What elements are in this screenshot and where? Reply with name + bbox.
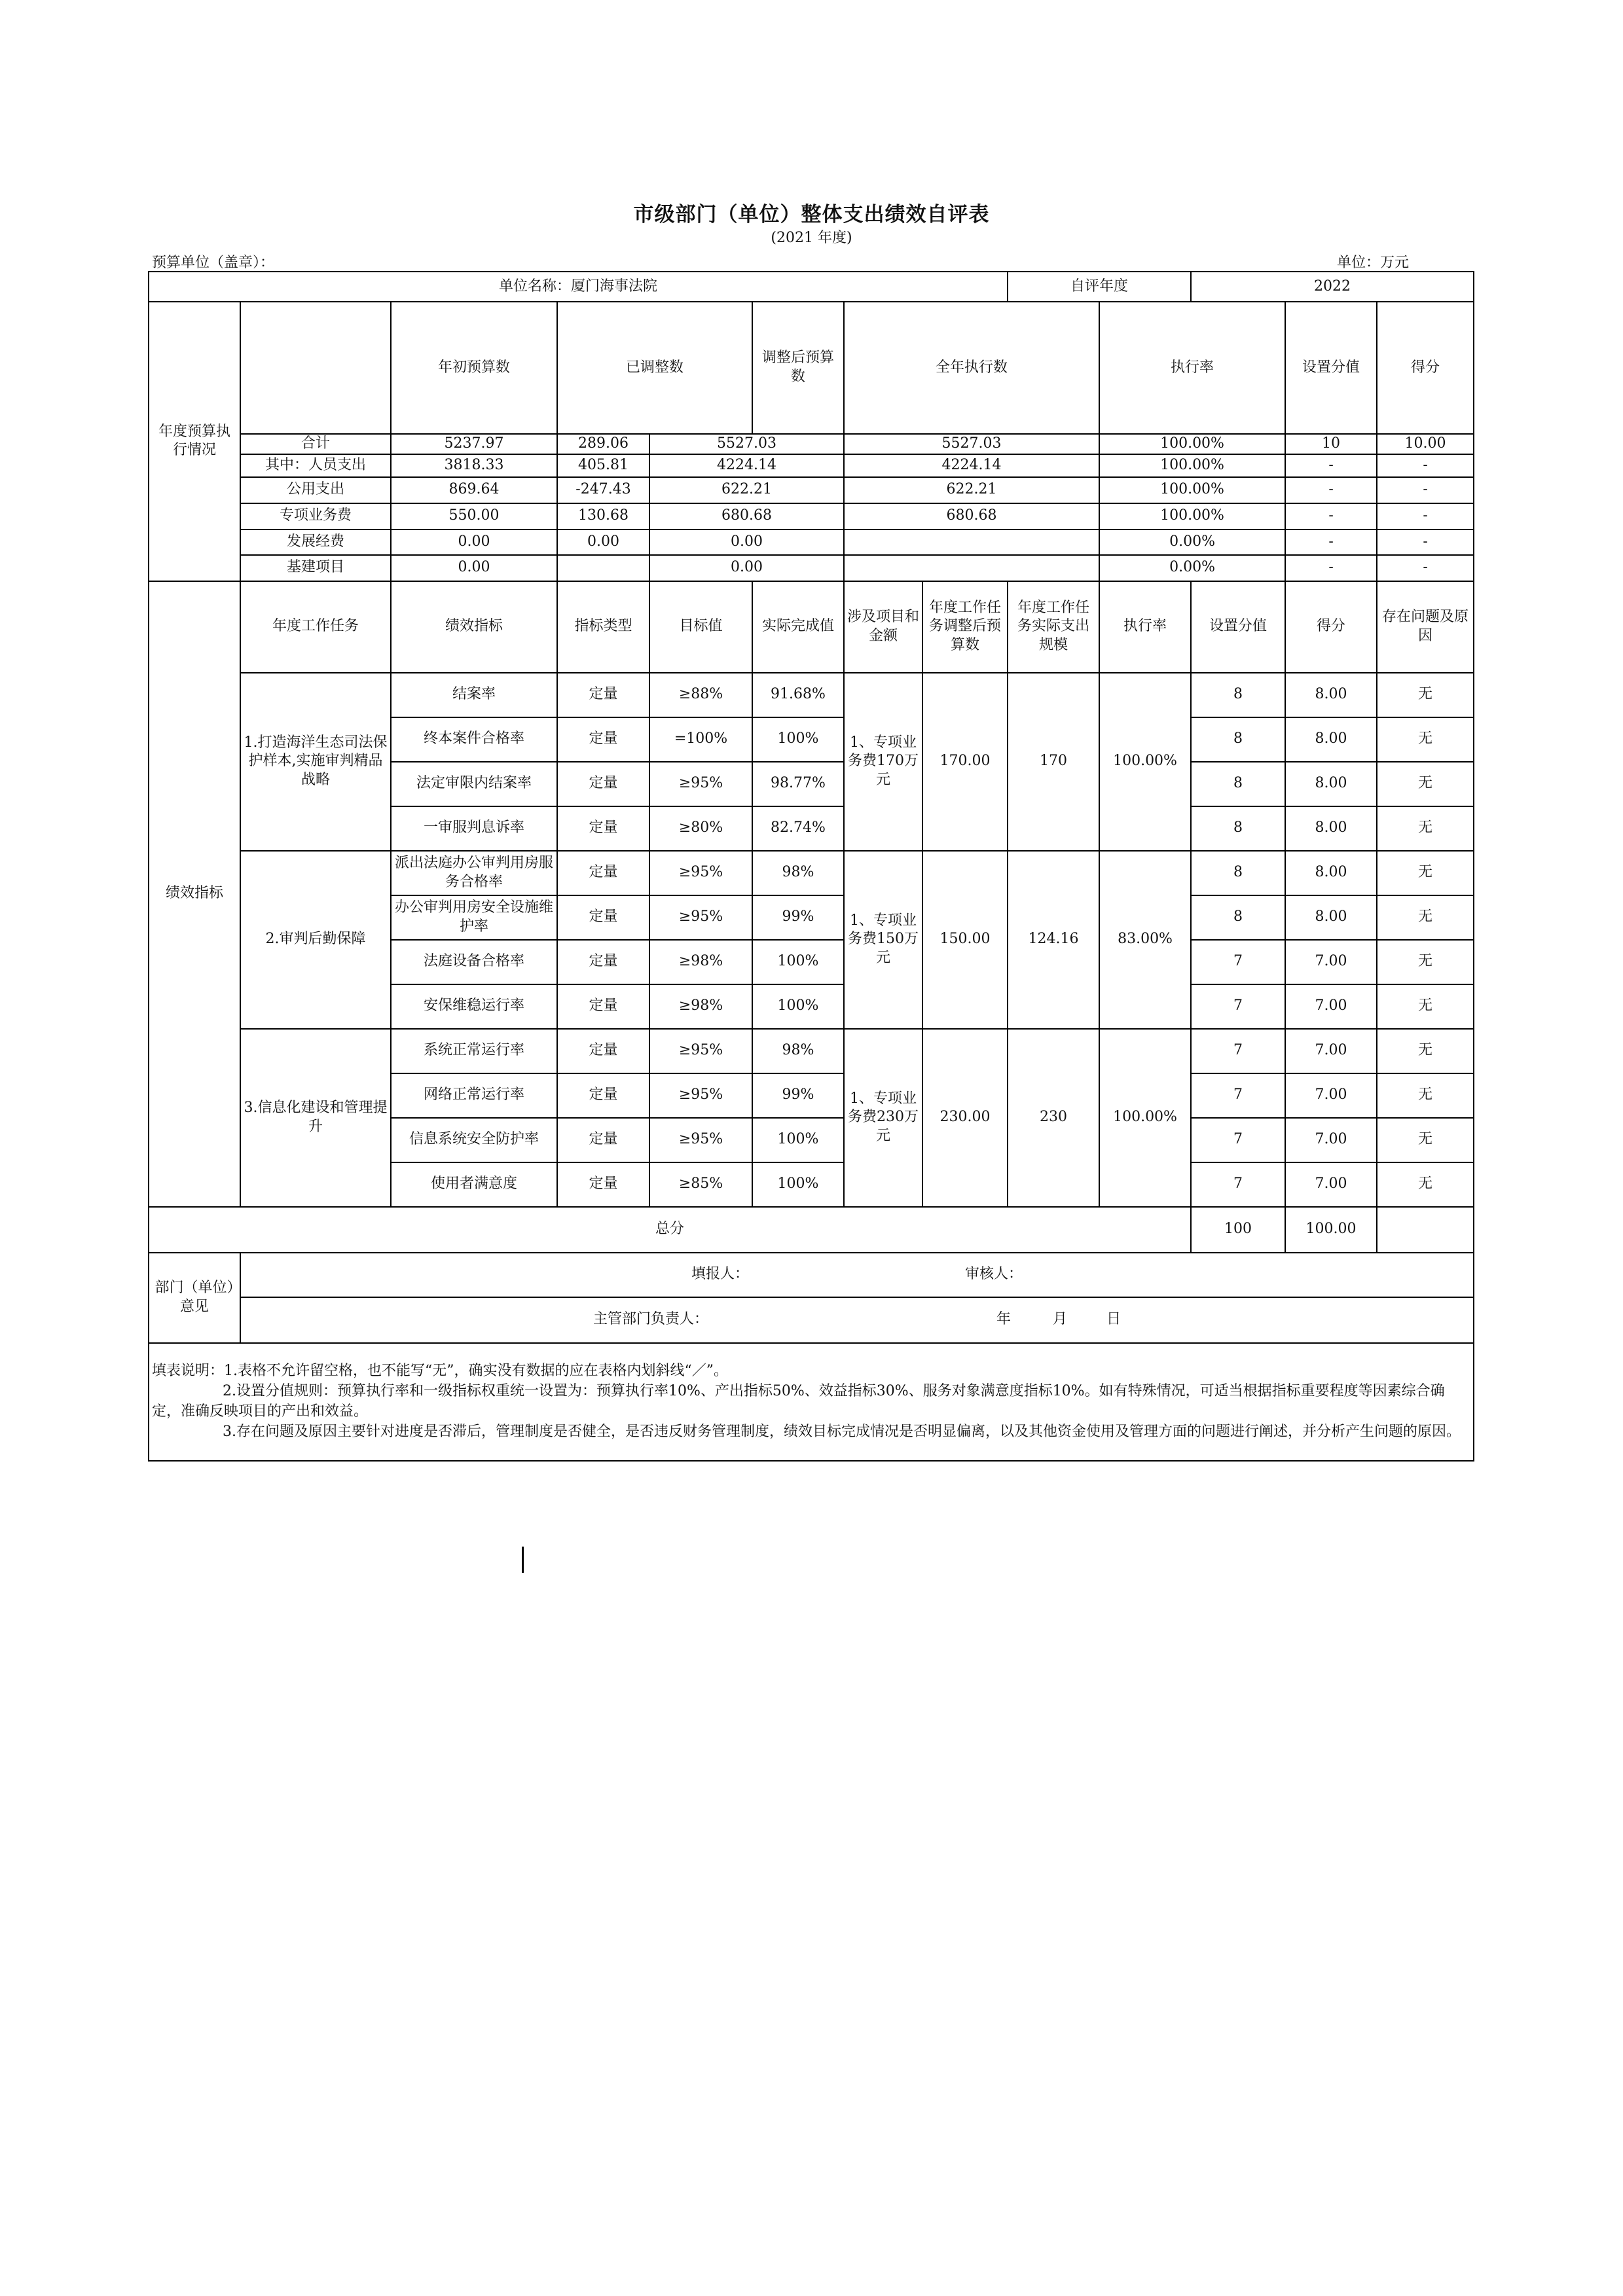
indicator-target: ≥98% <box>649 940 752 984</box>
indicator-target: ≥80% <box>649 806 752 851</box>
opinion-label: 部门（单位）意见 <box>149 1253 240 1343</box>
indicator-name: 安保维稳运行率 <box>391 984 557 1029</box>
budget-header: 已调整数 <box>557 302 752 434</box>
budget-row-label: 专项业务费 <box>240 503 391 529</box>
note-2: 2.设置分值规则：预算执行率和一级指标权重统一设置为：预算执行率10%、产出指标50%、效益指标30%、服务对象满意度指标10%。如有特殊情况，可适当根据指标重要程度等因素综合确定，准确反映项目的产出和效益。 <box>152 1382 1445 1420</box>
indicator-issue: 无 <box>1377 1162 1474 1207</box>
indicator-type: 定量 <box>557 940 649 984</box>
page-title: 市级部门（单位）整体支出绩效自评表 <box>633 203 990 226</box>
task-adjusted-budget: 230.00 <box>922 1029 1008 1207</box>
budget-value: 100.00% <box>1099 477 1285 503</box>
fill-instructions <box>149 1343 1474 1461</box>
budget-value <box>844 555 1099 581</box>
blank-cell <box>1377 1207 1474 1253</box>
budget-value: 680.68 <box>649 503 844 529</box>
perf-header: 得分 <box>1285 581 1377 673</box>
indicator-target: ≥98% <box>649 984 752 1029</box>
indicator-value: 82.74% <box>752 806 844 851</box>
budget-row-label: 发展经费 <box>240 529 391 555</box>
indicator-issue: 无 <box>1377 806 1474 851</box>
indicator-value: 99% <box>752 1073 844 1118</box>
budget-value: 622.21 <box>844 477 1099 503</box>
indicator-target: ≥95% <box>649 1029 752 1073</box>
indicator-type: 定量 <box>557 1029 649 1073</box>
note-3: 3.存在问题及原因主要针对进度是否滞后，管理制度是否健全，是否违反财务管理制度，绩效目标完成情况是否明显偏离，以及其他资金使用及管理方面的问题进行阐述，并分析产生问题的原因。 <box>223 1423 1461 1440</box>
indicator-name: 法定审限内结案率 <box>391 762 557 806</box>
indicator-name: 办公审判用房安全设施维护率 <box>391 895 557 940</box>
indicator-target: ≥95% <box>649 1073 752 1118</box>
indicator-issue: 无 <box>1377 1118 1474 1162</box>
indicator-score-set: 8 <box>1191 806 1285 851</box>
indicator-type: 定量 <box>557 895 649 940</box>
budget-value <box>557 555 649 581</box>
budget-header: 执行率 <box>1099 302 1285 434</box>
budget-value: 550.00 <box>391 503 557 529</box>
budget-value: - <box>1377 477 1474 503</box>
perf-header: 涉及项目和金额 <box>844 581 922 673</box>
indicator-target: ≥85% <box>649 1162 752 1207</box>
task-adjusted-budget: 150.00 <box>922 851 1008 1029</box>
indicator-type: 定量 <box>557 851 649 895</box>
budget-value: 680.68 <box>844 503 1099 529</box>
opinion-head-row <box>240 1297 1474 1343</box>
budget-header: 调整后预算数 <box>752 302 844 434</box>
budget-row-label: 公用支出 <box>240 477 391 503</box>
task-exec-rate: 83.00% <box>1099 851 1191 1029</box>
total-label: 总分 <box>149 1207 1191 1253</box>
indicator-type: 定量 <box>557 1073 649 1118</box>
task-exec-rate: 100.00% <box>1099 1029 1191 1207</box>
budget-value: 10.00 <box>1377 434 1474 454</box>
indicator-issue: 无 <box>1377 1073 1474 1118</box>
budget-value: 0.00% <box>1099 555 1285 581</box>
budget-header: 全年执行数 <box>844 302 1099 434</box>
budget-value: - <box>1285 503 1377 529</box>
indicator-score: 8.00 <box>1285 717 1377 762</box>
indicator-score-set: 8 <box>1191 851 1285 895</box>
date-month: 月 <box>1053 1311 1068 1328</box>
indicator-score-set: 7 <box>1191 940 1285 984</box>
indicator-name: 派出法庭办公审判用房服务合格率 <box>391 851 557 895</box>
reviewer-label: 审核人： <box>965 1266 1023 1283</box>
task-exec-rate: 100.00% <box>1099 673 1191 851</box>
evaluation-table <box>148 271 1474 1462</box>
indicator-score-set: 8 <box>1191 762 1285 806</box>
indicator-issue: 无 <box>1377 762 1474 806</box>
task-project: 1、专项业务费230万元 <box>844 1029 922 1207</box>
budget-value: - <box>1377 454 1474 477</box>
filler-label: 填报人： <box>691 1266 750 1283</box>
indicator-issue: 无 <box>1377 895 1474 940</box>
budget-value: 4224.14 <box>844 454 1099 477</box>
budget-value: 5527.03 <box>649 434 844 454</box>
task-project: 1、专项业务费150万元 <box>844 851 922 1029</box>
indicator-score: 7.00 <box>1285 940 1377 984</box>
indicator-score-set: 8 <box>1191 895 1285 940</box>
indicator-target: ≥95% <box>649 1118 752 1162</box>
indicator-value: 100% <box>752 1162 844 1207</box>
budget-value: - <box>1285 454 1377 477</box>
indicator-issue: 无 <box>1377 673 1474 717</box>
indicator-target: ≥95% <box>649 895 752 940</box>
perf-header: 绩效指标 <box>391 581 557 673</box>
perf-header: 存在问题及原因 <box>1377 581 1474 673</box>
budget-value: 3818.33 <box>391 454 557 477</box>
indicator-type: 定量 <box>557 1118 649 1162</box>
budget-row-label: 其中：人员支出 <box>240 454 391 477</box>
date-year: 年 <box>996 1311 1012 1328</box>
budget-value: 869.64 <box>391 477 557 503</box>
money-unit-label: 单位：万元 <box>1337 255 1410 271</box>
task-name: 2.审判后勤保障 <box>240 851 391 1029</box>
indicator-value: 91.68% <box>752 673 844 717</box>
indicator-name: 终本案件合格率 <box>391 717 557 762</box>
indicator-issue: 无 <box>1377 984 1474 1029</box>
indicator-score-set: 7 <box>1191 984 1285 1029</box>
perf-header: 目标值 <box>649 581 752 673</box>
indicator-score: 7.00 <box>1285 1118 1377 1162</box>
indicator-score: 7.00 <box>1285 1029 1377 1073</box>
budget-header: 得分 <box>1377 302 1474 434</box>
budget-value: 4224.14 <box>649 454 844 477</box>
indicator-issue: 无 <box>1377 717 1474 762</box>
indicator-issue: 无 <box>1377 940 1474 984</box>
report-year: (2021 年度) <box>771 230 852 246</box>
dept-head-label: 主管部门负责人： <box>593 1311 708 1328</box>
indicator-value: 98% <box>752 851 844 895</box>
perf-header: 年度工作任务实际支出规模 <box>1008 581 1099 673</box>
budget-header: 设置分值 <box>1285 302 1377 434</box>
task-actual-spend: 230 <box>1008 1029 1099 1207</box>
indicator-score-set: 7 <box>1191 1073 1285 1118</box>
indicator-score-set: 8 <box>1191 717 1285 762</box>
budget-value: 0.00% <box>1099 529 1285 555</box>
indicator-target: =100% <box>649 717 752 762</box>
indicator-value: 100% <box>752 984 844 1029</box>
budget-value: 130.68 <box>557 503 649 529</box>
indicator-value: 99% <box>752 895 844 940</box>
perf-header: 指标类型 <box>557 581 649 673</box>
task-adjusted-budget: 170.00 <box>922 673 1008 851</box>
self-eval-year-label: 自评年度 <box>1008 272 1191 302</box>
text-cursor <box>522 1547 524 1573</box>
budget-unit-label: 预算单位（盖章）： <box>152 255 275 271</box>
self-eval-year: 2022 <box>1191 272 1474 302</box>
budget-value: 5527.03 <box>844 434 1099 454</box>
perf-header: 执行率 <box>1099 581 1191 673</box>
indicator-value: 100% <box>752 1118 844 1162</box>
indicator-type: 定量 <box>557 806 649 851</box>
budget-value: 0.00 <box>391 529 557 555</box>
indicator-issue: 无 <box>1377 851 1474 895</box>
budget-value: 10 <box>1285 434 1377 454</box>
indicator-score: 8.00 <box>1285 673 1377 717</box>
task-project: 1、专项业务费170万元 <box>844 673 922 851</box>
total-score-set: 100 <box>1191 1207 1285 1253</box>
indicator-score-set: 7 <box>1191 1162 1285 1207</box>
budget-value: 0.00 <box>649 529 844 555</box>
perf-header: 设置分值 <box>1191 581 1285 673</box>
indicator-score: 8.00 <box>1285 851 1377 895</box>
budget-value <box>844 529 1099 555</box>
budget-value: 100.00% <box>1099 503 1285 529</box>
task-actual-spend: 170 <box>1008 673 1099 851</box>
indicator-score: 7.00 <box>1285 1073 1377 1118</box>
perf-header: 年度工作任务 <box>240 581 391 673</box>
budget-header: 年初预算数 <box>391 302 557 434</box>
budget-value: -247.43 <box>557 477 649 503</box>
task-name: 1.打造海洋生态司法保护样本,实施审判精品战略 <box>240 673 391 851</box>
budget-value: 289.06 <box>557 434 649 454</box>
perf-section-label: 绩效指标 <box>149 581 240 1207</box>
budget-value: 405.81 <box>557 454 649 477</box>
indicator-name: 法庭设备合格率 <box>391 940 557 984</box>
indicator-value: 100% <box>752 940 844 984</box>
indicator-score: 8.00 <box>1285 762 1377 806</box>
note-1: 填表说明：1.表格不允许留空格，也不能写“无”，确实没有数据的应在表格内划斜线“／”。 <box>152 1363 728 1380</box>
indicator-score-set: 7 <box>1191 1118 1285 1162</box>
budget-value: 100.00% <box>1099 434 1285 454</box>
indicator-type: 定量 <box>557 717 649 762</box>
indicator-name: 一审服判息诉率 <box>391 806 557 851</box>
indicator-name: 结案率 <box>391 673 557 717</box>
indicator-target: ≥88% <box>649 673 752 717</box>
task-actual-spend: 124.16 <box>1008 851 1099 1029</box>
indicator-score: 8.00 <box>1285 895 1377 940</box>
total-score: 100.00 <box>1285 1207 1377 1253</box>
indicator-score: 7.00 <box>1285 984 1377 1029</box>
budget-value: 100.00% <box>1099 454 1285 477</box>
perf-header: 年度工作任务调整后预算数 <box>922 581 1008 673</box>
indicator-value: 100% <box>752 717 844 762</box>
budget-value: - <box>1377 555 1474 581</box>
indicator-score-set: 8 <box>1191 673 1285 717</box>
perf-header: 实际完成值 <box>752 581 844 673</box>
indicator-type: 定量 <box>557 984 649 1029</box>
unit-name: 单位名称：厦门海事法院 <box>149 272 1008 302</box>
budget-section-label: 年度预算执行情况 <box>149 302 240 581</box>
budget-value: 0.00 <box>649 555 844 581</box>
budget-value: 622.21 <box>649 477 844 503</box>
opinion-filler-row <box>240 1253 1474 1297</box>
indicator-target: ≥95% <box>649 851 752 895</box>
budget-value: - <box>1285 477 1377 503</box>
indicator-score: 7.00 <box>1285 1162 1377 1207</box>
budget-value: 0.00 <box>557 529 649 555</box>
indicator-score: 8.00 <box>1285 806 1377 851</box>
blank-cell <box>240 302 391 434</box>
indicator-name: 网络正常运行率 <box>391 1073 557 1118</box>
indicator-value: 98% <box>752 1029 844 1073</box>
indicator-type: 定量 <box>557 1162 649 1207</box>
budget-value: - <box>1377 503 1474 529</box>
budget-value: 0.00 <box>391 555 557 581</box>
indicator-name: 系统正常运行率 <box>391 1029 557 1073</box>
budget-value: - <box>1285 555 1377 581</box>
indicator-type: 定量 <box>557 673 649 717</box>
task-name: 3.信息化建设和管理提升 <box>240 1029 391 1207</box>
indicator-value: 98.77% <box>752 762 844 806</box>
budget-value: - <box>1285 529 1377 555</box>
indicator-target: ≥95% <box>649 762 752 806</box>
date-day: 日 <box>1106 1311 1122 1328</box>
indicator-name: 使用者满意度 <box>391 1162 557 1207</box>
indicator-name: 信息系统安全防护率 <box>391 1118 557 1162</box>
budget-row-label: 合计 <box>240 434 391 454</box>
indicator-issue: 无 <box>1377 1029 1474 1073</box>
budget-row-label: 基建项目 <box>240 555 391 581</box>
budget-value: 5237.97 <box>391 434 557 454</box>
budget-value: - <box>1377 529 1474 555</box>
indicator-score-set: 7 <box>1191 1029 1285 1073</box>
indicator-type: 定量 <box>557 762 649 806</box>
